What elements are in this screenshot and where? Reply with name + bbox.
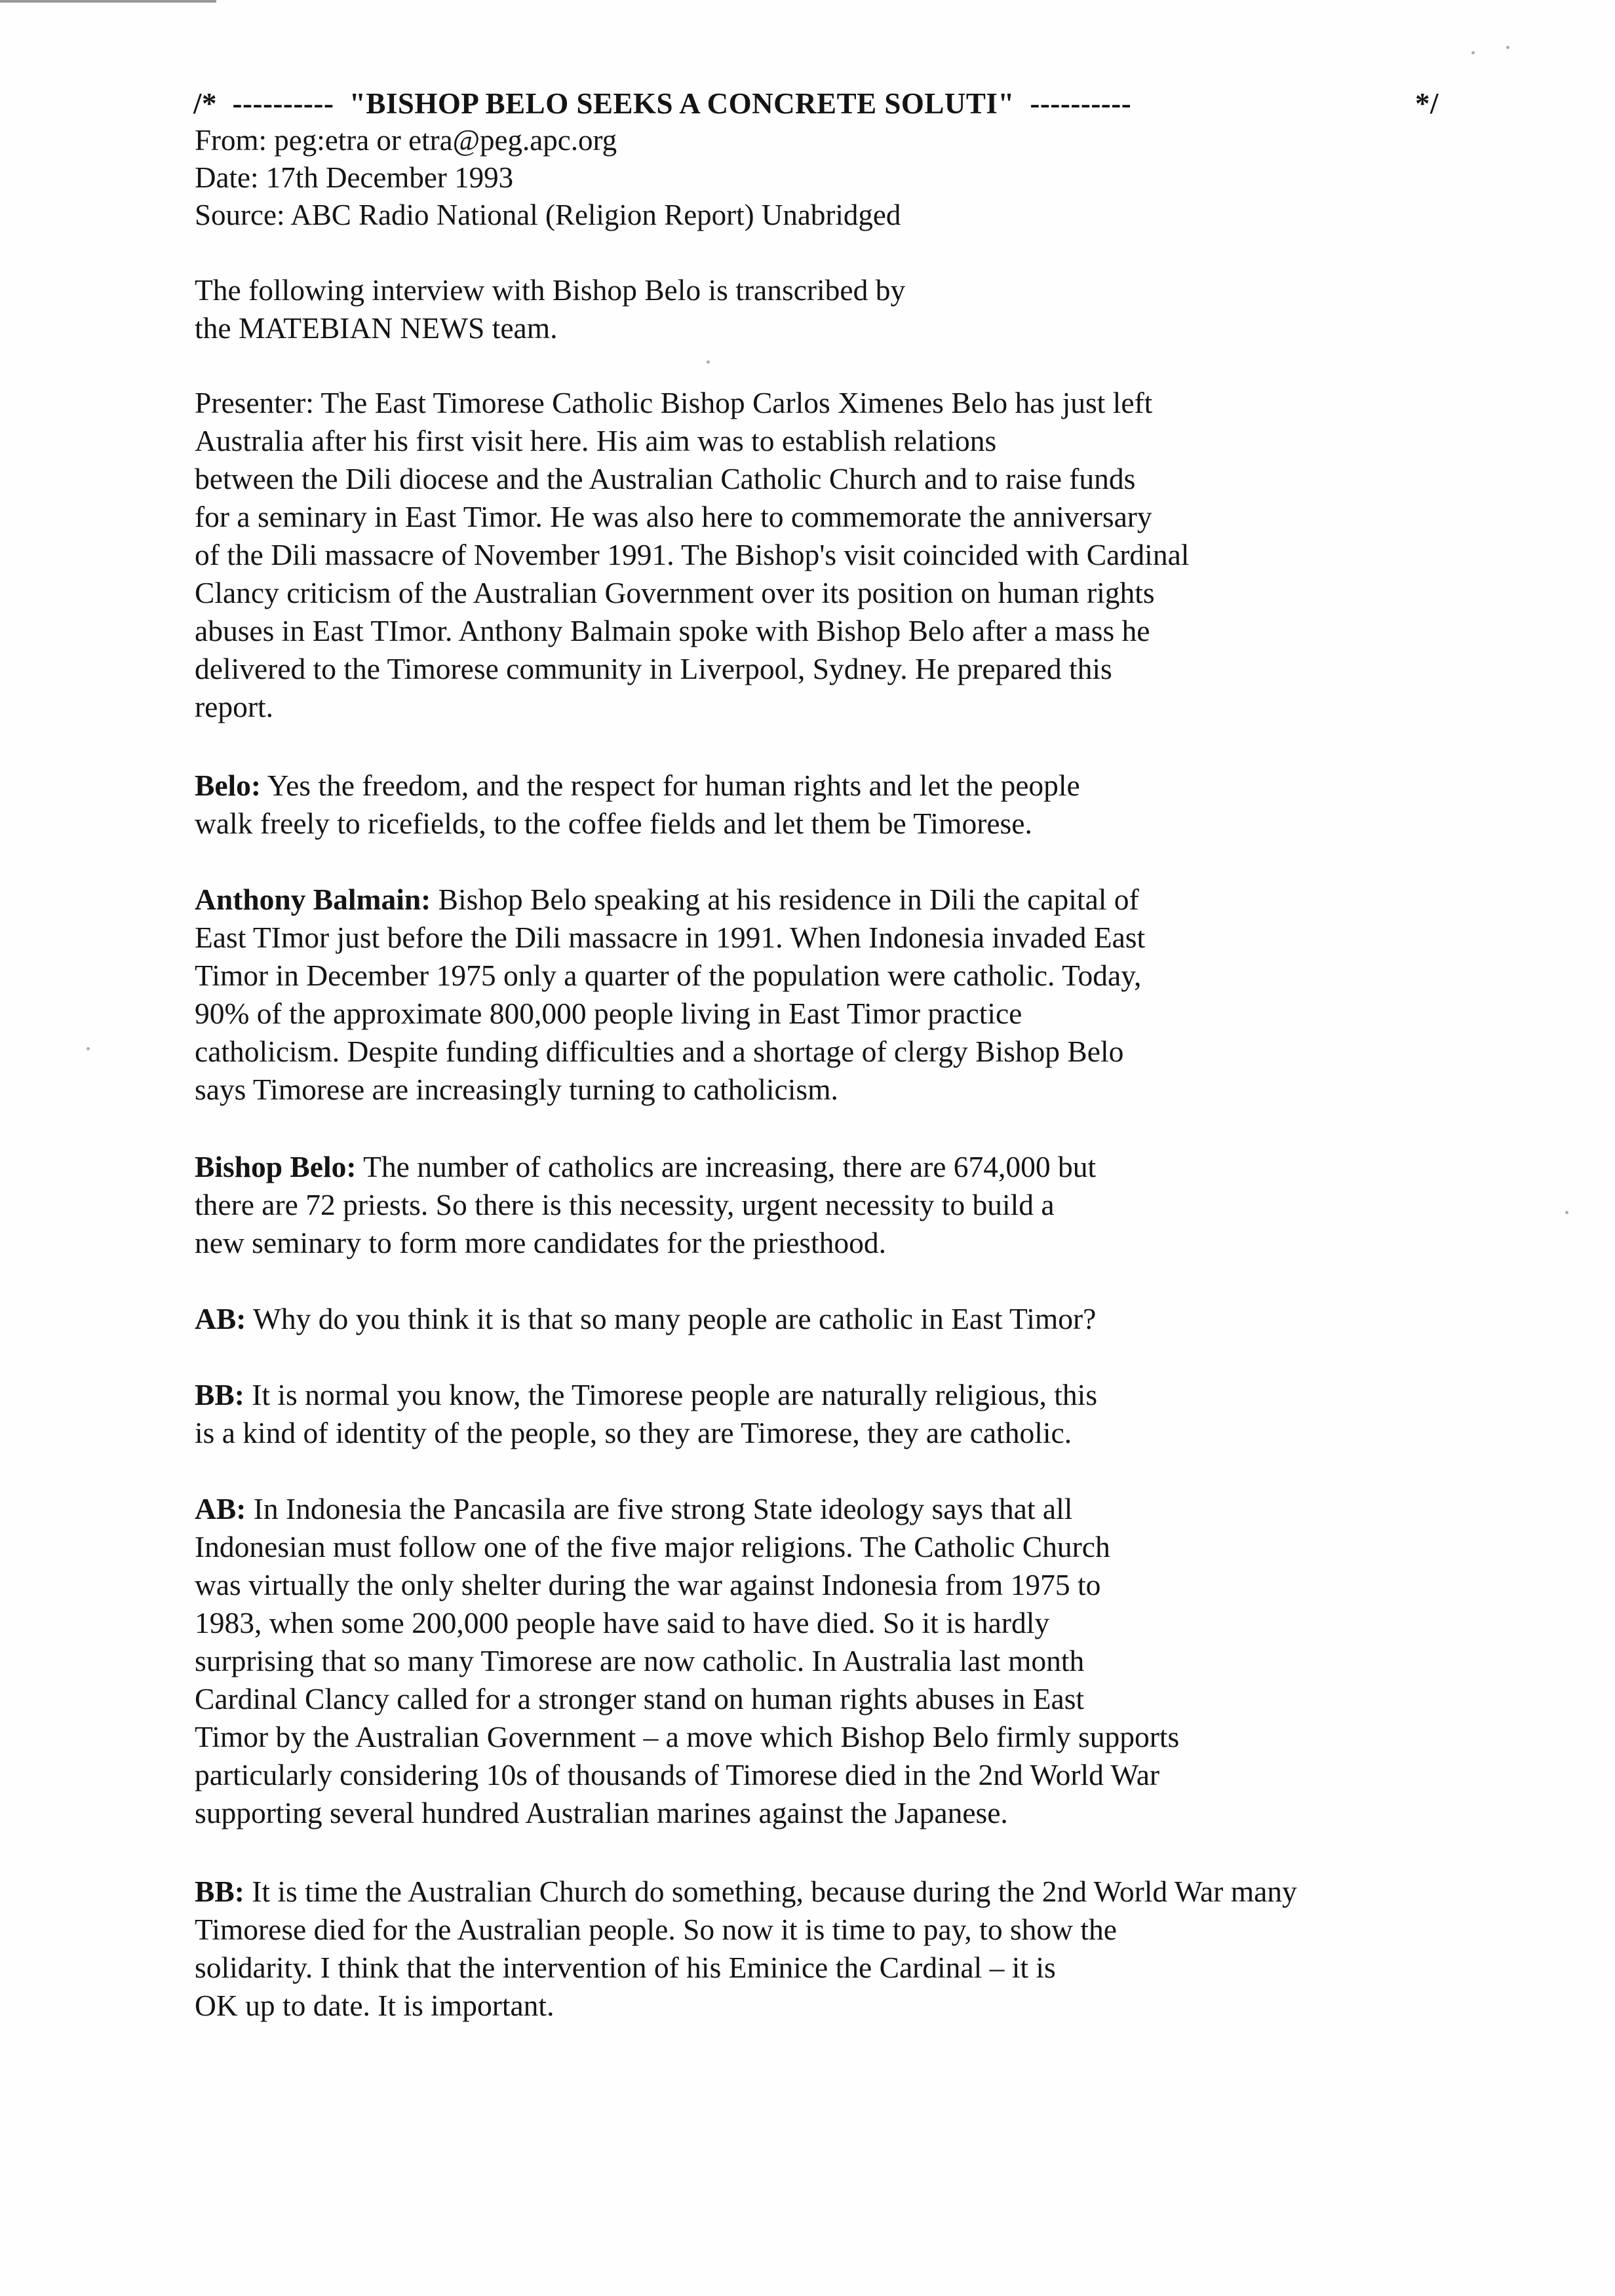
text-line: solidarity. I think that the intervention of his Eminice the Cardinal – it is <box>195 1951 1056 1984</box>
text-line <box>195 1148 1096 1186</box>
metadata-block <box>195 122 901 234</box>
document-header <box>193 84 1439 123</box>
belo-quote-1 <box>195 767 1080 843</box>
text-line: Presenter: The East Timorese Catholic Bishop Carlos Ximenes Belo has just left <box>195 386 1153 419</box>
text-line <box>195 767 1080 805</box>
text-line: Timor in December 1975 only a quarter of the population were catholic. Today, <box>195 959 1142 992</box>
text-line: OK up to date. It is important. <box>195 1989 555 2022</box>
ab-question-1 <box>195 1300 1096 1338</box>
source-line: Source: ABC Radio National (Religion Report) Unabridged <box>195 199 901 231</box>
bb-answer-1 <box>195 1376 1097 1452</box>
text-line: catholicism. Despite funding difficulties and a shortage of clergy Bishop Belo <box>195 1035 1124 1068</box>
text-line: Indonesian must follow one of the five major religions. The Catholic Church <box>195 1530 1110 1563</box>
text-line: East TImor just before the Dili massacre in 1991. When Indonesia invaded East <box>195 921 1146 954</box>
speaker-label: BB: <box>195 1378 244 1411</box>
speaker-label: AB: <box>195 1302 246 1335</box>
presenter-paragraph <box>195 384 1189 726</box>
belo-quote-2 <box>195 1148 1096 1262</box>
text-line: between the Dili diocese and the Australian Catholic Church and to raise funds <box>195 462 1136 495</box>
speaker-label: AB: <box>195 1492 246 1525</box>
speaker-label: Bishop Belo: <box>195 1150 357 1183</box>
text-line: Timor by the Australian Government – a move which Bishop Belo firmly supports <box>195 1720 1180 1753</box>
text-line <box>195 1490 1179 1528</box>
text-line: report. <box>195 690 274 723</box>
scan-edge-mark <box>0 0 216 3</box>
text-line: Australia after his first visit here. His aim was to establish relations <box>195 424 997 457</box>
text-line: The following interview with Bishop Belo is transcribed by <box>195 273 906 307</box>
text-span: It is normal you know, the Timorese people are naturally religious, this <box>244 1378 1098 1411</box>
text-span: In Indonesia the Pancasila are five strong State ideology says that all <box>246 1492 1073 1525</box>
text-line: was virtually the only shelter during the war against Indonesia from 1975 to <box>195 1568 1101 1601</box>
text-line: Cardinal Clancy called for a stronger stand on human rights abuses in East <box>195 1682 1085 1715</box>
scan-speck <box>1565 1211 1568 1214</box>
text-line: for a seminary in East Timor. He was also here to commemorate the anniversary <box>195 500 1152 533</box>
text-line: 1983, when some 200,000 people have said to have died. So it is hardly <box>195 1606 1050 1639</box>
from-line: From: peg:etra or etra@peg.apc.org <box>195 124 617 157</box>
date-line: Date: 17th December 1993 <box>195 161 514 194</box>
text-line: supporting several hundred Australian marines against the Japanese. <box>195 1796 1008 1829</box>
scan-speck <box>707 360 710 364</box>
text-line: there are 72 priests. So there is this necessity, urgent necessity to build a <box>195 1188 1055 1221</box>
header-title: /* ---------- "BISHOP BELO SEEKS A CONCRETE SOLUTI" ---------- <box>193 87 1132 120</box>
text-line: the MATEBIAN NEWS team. <box>195 311 558 345</box>
text-span: Yes the freedom, and the respect for human rights and let the people <box>261 769 1080 802</box>
text-line: says Timorese are increasingly turning to catholicism. <box>195 1073 838 1106</box>
speaker-label: Anthony Balmain: <box>195 883 431 916</box>
scan-speck <box>1506 46 1509 49</box>
text-line: delivered to the Timorese community in Liverpool, Sydney. He prepared this <box>195 652 1112 685</box>
text-line: new seminary to form more candidates for the priesthood. <box>195 1226 887 1259</box>
text-line: surprising that so many Timorese are now catholic. In Australia last month <box>195 1644 1085 1677</box>
balmain-paragraph-1 <box>195 881 1145 1109</box>
speaker-label: Belo: <box>195 769 262 802</box>
text-span: Why do you think it is that so many people are catholic in East Timor? <box>246 1302 1097 1335</box>
text-line: 90% of the approximate 800,000 people living in East Timor practice <box>195 997 1022 1030</box>
text-line <box>195 881 1145 919</box>
text-line <box>195 1376 1097 1414</box>
scan-speck <box>87 1047 90 1050</box>
text-line: walk freely to ricefields, to the coffee fields and let them be Timorese. <box>195 807 1032 840</box>
speaker-label: BB: <box>195 1875 244 1908</box>
text-line: abuses in East TImor. Anthony Balmain spoke with Bishop Belo after a mass he <box>195 614 1150 647</box>
text-line: Timorese died for the Australian people. So now it is time to pay, to show the <box>195 1913 1117 1946</box>
ab-paragraph-2 <box>195 1490 1179 1832</box>
text-span: It is time the Australian Church do something, because during the 2nd World War many <box>244 1875 1297 1908</box>
text-span: The number of catholics are increasing, there are 674,000 but <box>356 1150 1097 1183</box>
header-end-marker: */ <box>1414 87 1439 120</box>
text-line: is a kind of identity of the people, so they are Timorese, they are catholic. <box>195 1416 1072 1449</box>
intro-paragraph <box>195 271 905 347</box>
scan-speck <box>1471 51 1475 54</box>
text-line <box>195 1873 1297 1911</box>
text-line: Clancy criticism of the Australian Government over its position on human rights <box>195 576 1155 609</box>
text-span: Bishop Belo speaking at his residence in Dili the capital of <box>431 883 1139 916</box>
text-line: of the Dili massacre of November 1991. The Bishop's visit coincided with Cardinal <box>195 538 1190 571</box>
text-line <box>195 1300 1096 1338</box>
text-line: particularly considering 10s of thousands of Timorese died in the 2nd World War <box>195 1758 1160 1791</box>
bb-answer-2 <box>195 1873 1297 2025</box>
